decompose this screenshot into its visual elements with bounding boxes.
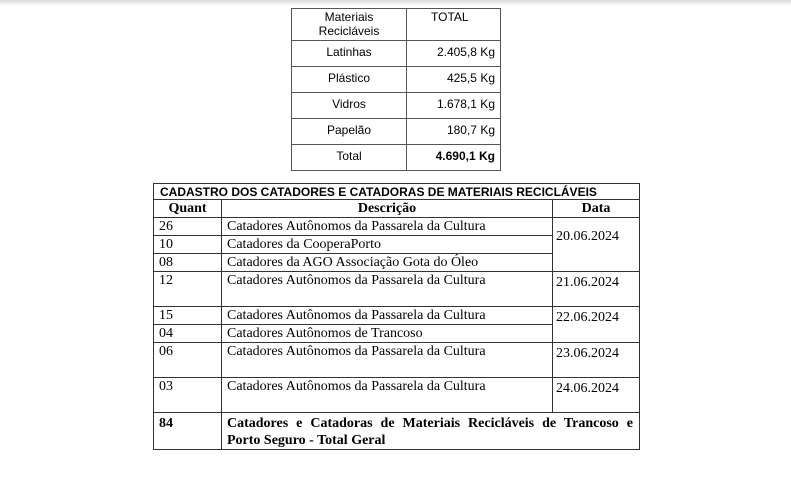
materials-row — [292, 41, 501, 67]
row-quant: 10 — [154, 236, 222, 254]
row-quant: 15 — [154, 307, 222, 325]
table-row — [154, 272, 640, 307]
date-text: 20.06.2024 — [556, 229, 619, 244]
total-descricao: Catadores e Catadoras de Materiais Recicláveis de Trancoso e Porto Seguro - Total Geral — [222, 413, 640, 450]
header-descricao: Descrição — [222, 200, 553, 218]
row-date — [553, 272, 640, 307]
materials-total-label: Total — [292, 145, 407, 171]
row-quant: 04 — [154, 325, 222, 343]
table-row — [154, 343, 640, 378]
materials-table — [291, 8, 501, 171]
row-quant: 26 — [154, 218, 222, 236]
table-row — [154, 378, 640, 413]
material-total: 180,7 Kg — [407, 119, 501, 145]
materials-total-value: 4.690,1 Kg — [407, 145, 501, 171]
materials-header-total: TOTAL — [407, 9, 501, 41]
catadores-total-row — [154, 413, 640, 450]
materials-total-row — [292, 145, 501, 171]
catadores-title-row — [154, 184, 640, 200]
row-descricao: Catadores da CooperaPorto — [222, 236, 553, 254]
material-total: 1.678,1 Kg — [407, 93, 501, 119]
materials-header-material: Materiais Recicláveis — [292, 9, 407, 41]
date-text: 21.06.2024 — [556, 275, 619, 290]
material-name: Vidros — [292, 93, 407, 119]
row-quant: 12 — [154, 272, 222, 307]
row-descricao: Catadores Autônomos de Trancoso — [222, 325, 553, 343]
date-text: 23.06.2024 — [556, 346, 619, 361]
viewer-top-bar — [0, 0, 791, 6]
catadores-header-row — [154, 200, 640, 218]
header-data: Data — [553, 200, 640, 218]
material-total: 425,5 Kg — [407, 67, 501, 93]
row-descricao: Catadores Autônomos da Passarela da Cultura — [222, 378, 553, 413]
catadores-title: CADASTRO DOS CATADORES E CATADORAS DE MATERIAIS RECICLÁVEIS — [154, 184, 640, 200]
material-name: Plástico — [292, 67, 407, 93]
header-quant: Quant — [154, 200, 222, 218]
row-descricao: Catadores Autônomos da Passarela da Cultura — [222, 307, 553, 325]
row-descricao: Catadores Autônomos da Passarela da Cultura — [222, 218, 553, 236]
row-descricao: Catadores Autônomos da Passarela da Cultura — [222, 343, 553, 378]
row-date — [553, 378, 640, 413]
row-date — [553, 343, 640, 378]
materials-row — [292, 93, 501, 119]
date-text: 24.06.2024 — [556, 381, 619, 396]
total-quant: 84 — [154, 413, 222, 450]
catadores-table — [153, 183, 640, 450]
material-name: Papelão — [292, 119, 407, 145]
table-row — [154, 218, 640, 236]
row-date — [553, 307, 640, 343]
materials-header-row — [292, 9, 501, 41]
row-quant: 06 — [154, 343, 222, 378]
row-quant: 08 — [154, 254, 222, 272]
row-descricao: Catadores Autônomos da Passarela da Cultura — [222, 272, 553, 307]
row-quant: 03 — [154, 378, 222, 413]
row-descricao: Catadores da AGO Associação Gota do Óleo — [222, 254, 553, 272]
date-text: 22.06.2024 — [556, 310, 619, 325]
row-date — [553, 218, 640, 272]
table-row — [154, 307, 640, 325]
materials-row — [292, 67, 501, 93]
material-name: Latinhas — [292, 41, 407, 67]
material-total: 2.405,8 Kg — [407, 41, 501, 67]
materials-row — [292, 119, 501, 145]
